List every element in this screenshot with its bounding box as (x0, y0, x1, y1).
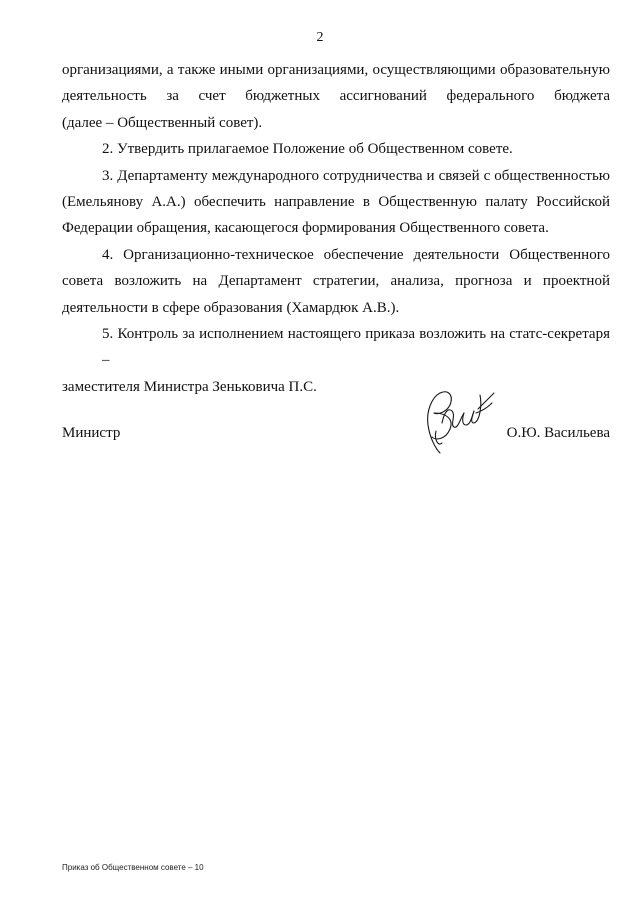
paragraph-5-line-2: заместителя Министра Зеньковича П.С. (62, 378, 317, 395)
paragraph-1-line-3: (далее – Общественный совет). (62, 114, 263, 131)
document-body (62, 57, 610, 400)
footer-note: Приказ об Общественном совете – 10 (62, 863, 204, 872)
paragraph-4 (62, 242, 610, 321)
paragraph-2 (62, 136, 610, 162)
page-number: 2 (316, 30, 324, 45)
signatory-title: Министр (62, 425, 121, 441)
paragraph-1-line-1: организациями, а также иными организациями, осуществляющими образовательную (62, 62, 610, 78)
paragraph-3-line-1: 3. Департаменту международного сотрудничества и связей с общественностью (102, 167, 610, 184)
paragraph-5-line-1: 5. Контроль за исполнением настоящего приказа возложить на статс-секретаря – (102, 326, 610, 369)
paragraph-2-text: 2. Утвердить прилагаемое Положение об Общественном совете. (102, 141, 513, 158)
paragraph-5 (62, 321, 610, 400)
paragraph-4-line-2: совета возложить на Департамент стратегии, анализа, прогноза и проектной (62, 273, 610, 290)
paragraph-1-continuation (62, 57, 610, 136)
paragraph-4-line-3: деятельности в сфере образования (Хамардюк А.В.). (62, 299, 400, 316)
paragraph-4-line-1: 4. Организационно-техническое обеспечение деятельности Общественного (102, 246, 610, 263)
paragraph-1-line-2: деятельность за счет бюджетных ассигнований федерального бюджета (62, 88, 610, 105)
paragraph-3-line-2: (Емельянову А.А.) обеспечить направление в Общественную палату Российской (62, 194, 610, 211)
signature-row (62, 425, 610, 455)
paragraph-3-line-3: Федерации обращения, касающегося формирования Общественного совета. (62, 220, 549, 237)
paragraph-3 (62, 163, 610, 242)
signatory-name: О.Ю. Васильева (506, 425, 610, 441)
